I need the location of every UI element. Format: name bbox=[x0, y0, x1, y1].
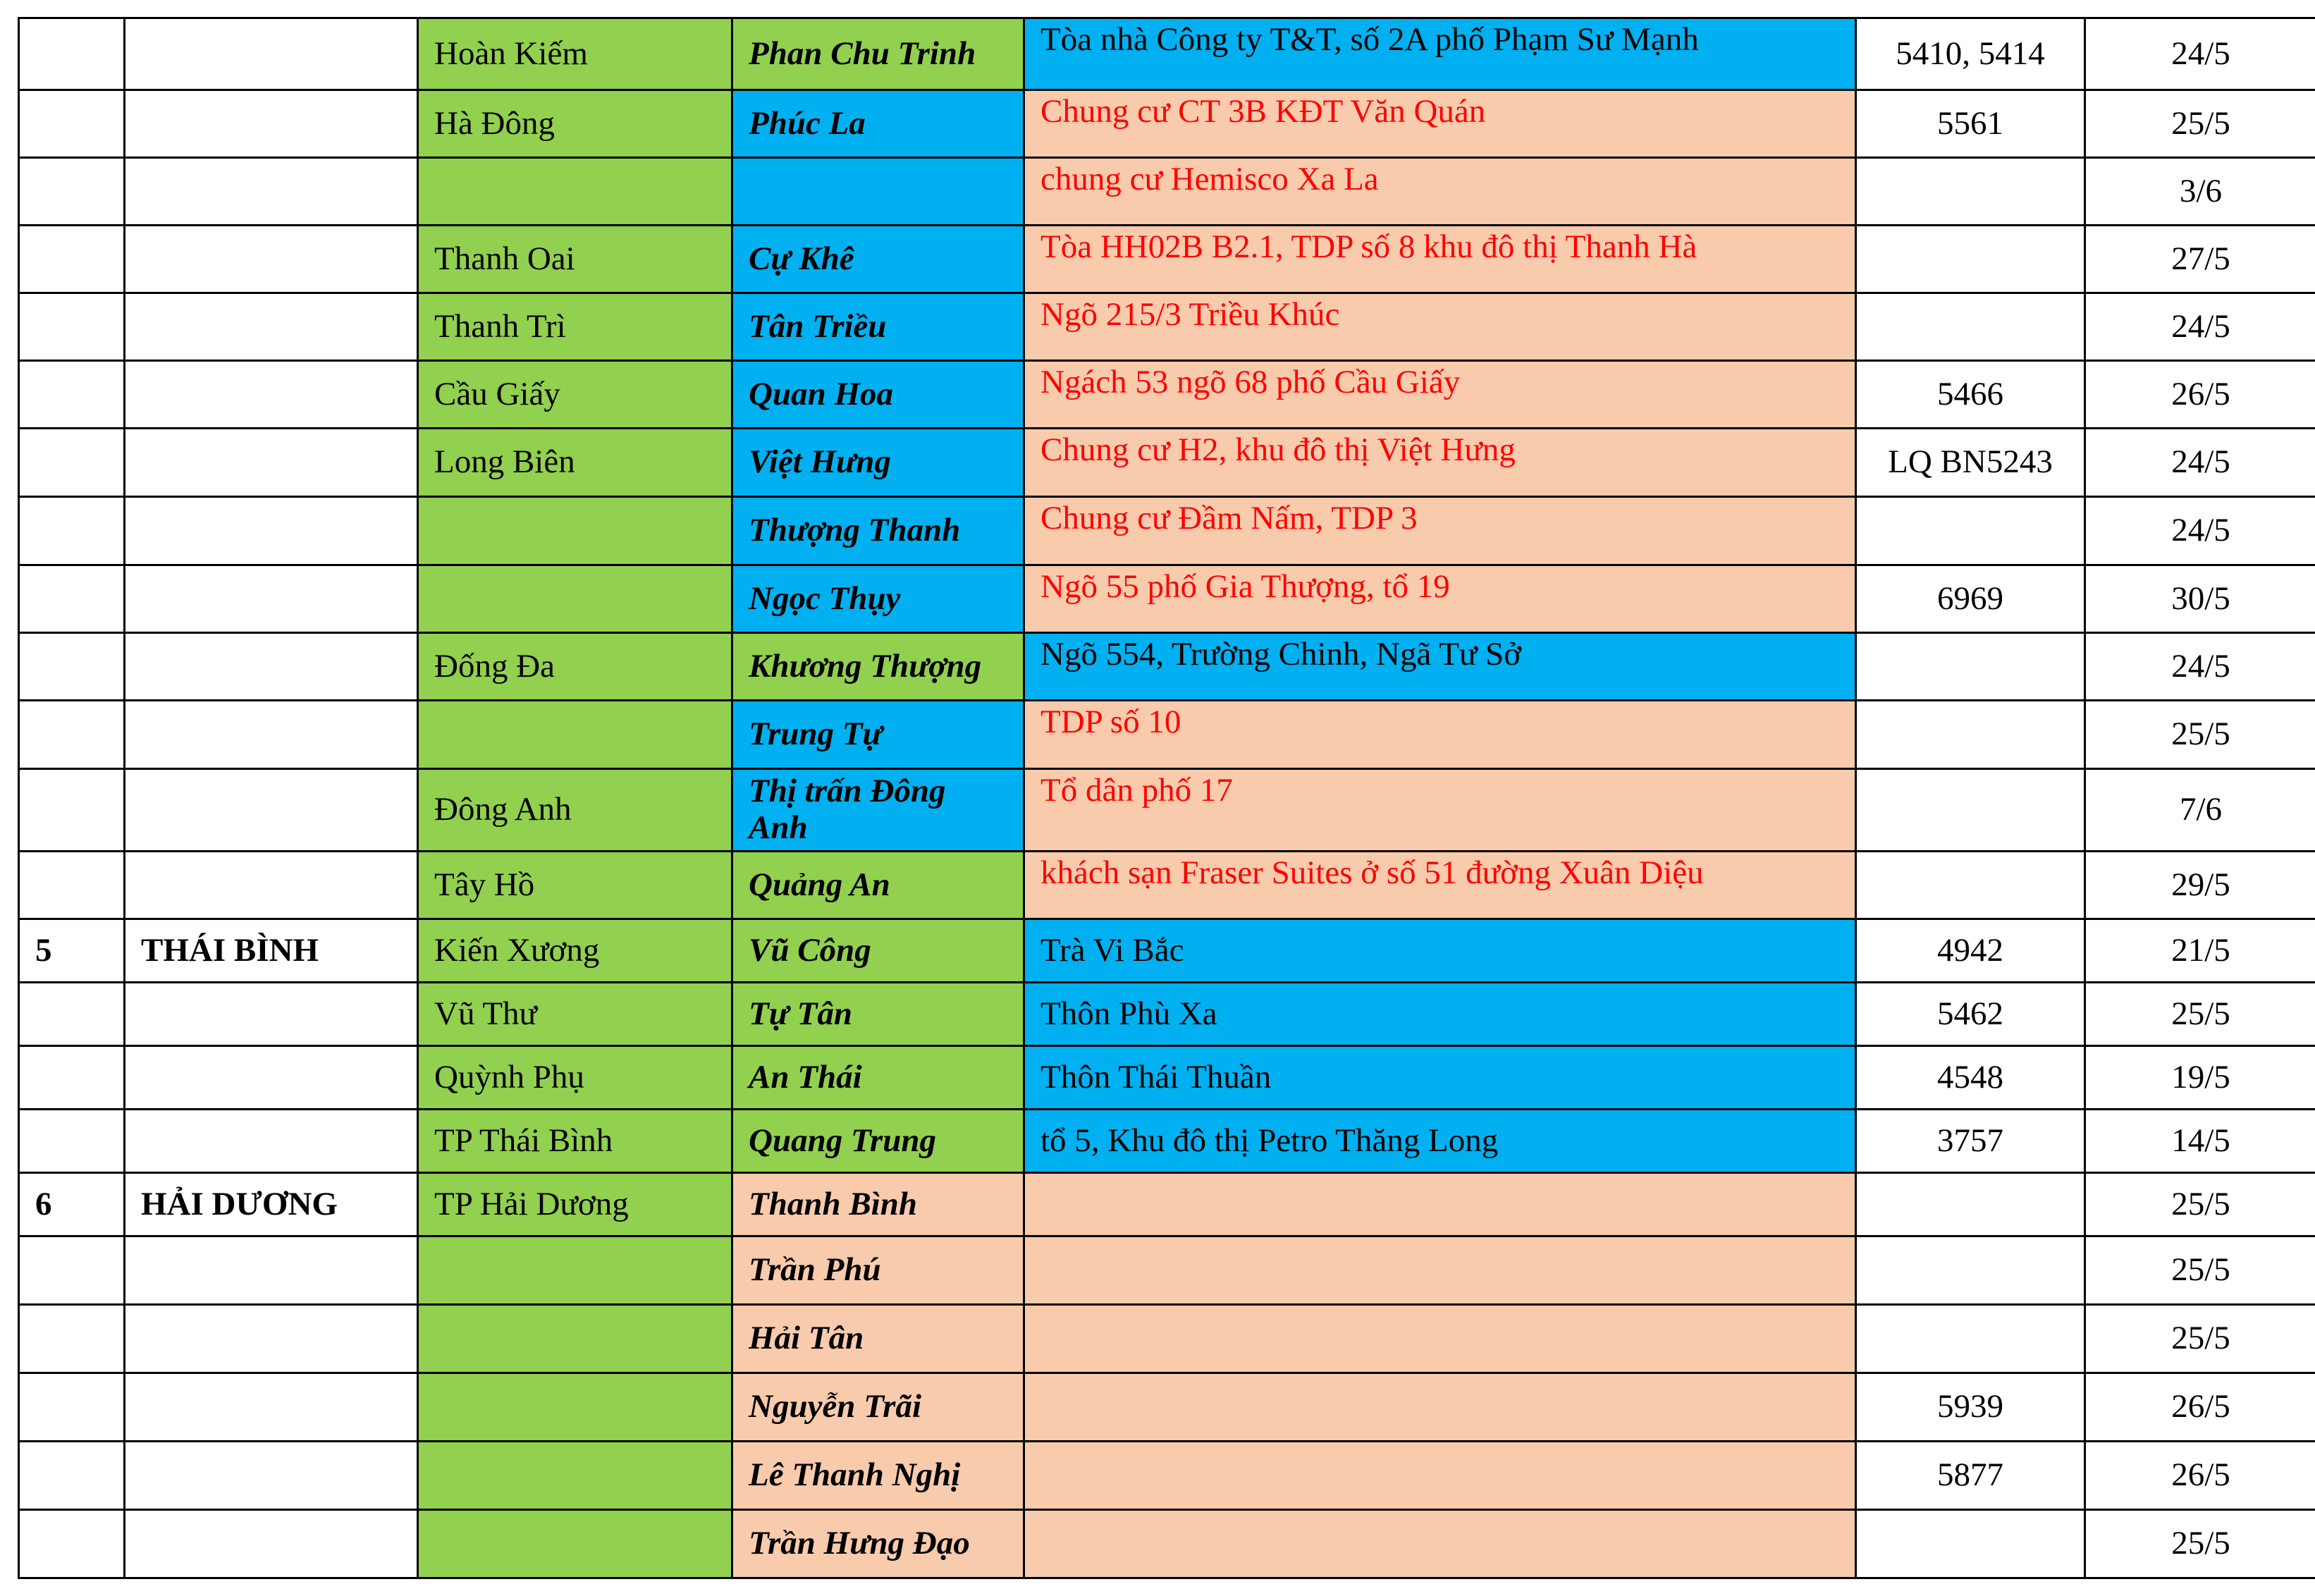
cell-district: Đống Đa bbox=[418, 633, 732, 701]
table-row bbox=[19, 1510, 2315, 1578]
cell-district: Thanh Trì bbox=[418, 293, 732, 361]
cell-patient-code: 5939 bbox=[1856, 1373, 2085, 1442]
cell-stt bbox=[19, 90, 125, 158]
table-row bbox=[19, 769, 2315, 852]
cell-address: Ngõ 215/3 Triều Khúc bbox=[1024, 293, 1856, 361]
cell-patient-code bbox=[1856, 633, 2085, 701]
cell-stt bbox=[19, 226, 125, 293]
cell-patient-code: LQ BN5243 bbox=[1856, 429, 2085, 497]
cell-patient-code bbox=[1856, 1305, 2085, 1373]
cell-patient-code: 5410, 5414 bbox=[1856, 18, 2085, 90]
table-row bbox=[19, 565, 2315, 633]
cell-province bbox=[125, 226, 418, 293]
cell-stt bbox=[19, 1236, 125, 1305]
cell-stt: 6 bbox=[19, 1173, 125, 1236]
cell-patient-code bbox=[1856, 701, 2085, 769]
cell-address bbox=[1024, 1442, 1856, 1510]
cell-patient-code: 5877 bbox=[1856, 1442, 2085, 1510]
cell-date: 7/6 bbox=[2085, 769, 2315, 852]
cell-district: Đông Anh bbox=[418, 769, 732, 852]
table-row bbox=[19, 701, 2315, 769]
cell-ward: Tự Tân bbox=[732, 983, 1024, 1046]
cell-patient-code bbox=[1856, 226, 2085, 293]
cell-stt bbox=[19, 1510, 125, 1578]
cell-address: Tòa HH02B B2.1, TDP số 8 khu đô thị Thanh Hà bbox=[1024, 226, 1856, 293]
cell-address: Tòa nhà Công ty T&T, số 2A phố Phạm Sư Mạnh bbox=[1024, 18, 1856, 90]
cell-stt bbox=[19, 429, 125, 497]
cell-date: 26/5 bbox=[2085, 1373, 2315, 1442]
table-row bbox=[19, 919, 2315, 983]
cell-stt bbox=[19, 1305, 125, 1373]
cell-province bbox=[125, 158, 418, 226]
cell-patient-code: 3757 bbox=[1856, 1110, 2085, 1173]
cell-stt bbox=[19, 293, 125, 361]
cell-province bbox=[125, 361, 418, 429]
document-page bbox=[18, 17, 2315, 1579]
cell-stt bbox=[19, 1373, 125, 1442]
cell-patient-code bbox=[1856, 293, 2085, 361]
cell-date: 29/5 bbox=[2085, 852, 2315, 919]
cell-address: Chung cư H2, khu đô thị Việt Hưng bbox=[1024, 429, 1856, 497]
cell-stt: 5 bbox=[19, 919, 125, 983]
cell-district: Tây Hồ bbox=[418, 852, 732, 919]
cell-district bbox=[418, 1442, 732, 1510]
cell-address: TDP số 10 bbox=[1024, 701, 1856, 769]
outbreak-locations-table bbox=[18, 17, 2315, 1579]
cell-date: 21/5 bbox=[2085, 919, 2315, 983]
cell-date: 24/5 bbox=[2085, 429, 2315, 497]
cell-date: 25/5 bbox=[2085, 701, 2315, 769]
cell-province bbox=[125, 701, 418, 769]
cell-patient-code: 6969 bbox=[1856, 565, 2085, 633]
cell-district bbox=[418, 1373, 732, 1442]
cell-district bbox=[418, 565, 732, 633]
cell-province bbox=[125, 497, 418, 565]
cell-stt bbox=[19, 983, 125, 1046]
cell-date: 25/5 bbox=[2085, 983, 2315, 1046]
cell-address bbox=[1024, 1510, 1856, 1578]
cell-ward: Quảng An bbox=[732, 852, 1024, 919]
cell-stt bbox=[19, 633, 125, 701]
cell-stt bbox=[19, 701, 125, 769]
cell-ward: Quang Trung bbox=[732, 1110, 1024, 1173]
cell-ward: Thanh Bình bbox=[732, 1173, 1024, 1236]
table-row bbox=[19, 1373, 2315, 1442]
cell-address bbox=[1024, 1236, 1856, 1305]
cell-stt bbox=[19, 361, 125, 429]
cell-ward: Việt Hưng bbox=[732, 429, 1024, 497]
cell-date: 14/5 bbox=[2085, 1110, 2315, 1173]
cell-address: chung cư Hemisco Xa La bbox=[1024, 158, 1856, 226]
cell-stt bbox=[19, 158, 125, 226]
cell-patient-code bbox=[1856, 158, 2085, 226]
cell-province bbox=[125, 1046, 418, 1110]
cell-stt bbox=[19, 1046, 125, 1110]
cell-district: Hoàn Kiếm bbox=[418, 18, 732, 90]
cell-date: 26/5 bbox=[2085, 1442, 2315, 1510]
cell-district: Cầu Giấy bbox=[418, 361, 732, 429]
cell-ward: Khương Thượng bbox=[732, 633, 1024, 701]
cell-district: Kiến Xương bbox=[418, 919, 732, 983]
cell-stt bbox=[19, 18, 125, 90]
table-row bbox=[19, 90, 2315, 158]
cell-district: TP Hải Dương bbox=[418, 1173, 732, 1236]
cell-stt bbox=[19, 769, 125, 852]
cell-province bbox=[125, 852, 418, 919]
cell-address: Ngõ 554, Trường Chinh, Ngã Tư Sở bbox=[1024, 633, 1856, 701]
table-row bbox=[19, 429, 2315, 497]
cell-address: Ngõ 55 phố Gia Thượng, tổ 19 bbox=[1024, 565, 1856, 633]
table-row bbox=[19, 1305, 2315, 1373]
cell-district: TP Thái Bình bbox=[418, 1110, 732, 1173]
cell-district bbox=[418, 1236, 732, 1305]
cell-address: Chung cư Đầm Nấm, TDP 3 bbox=[1024, 497, 1856, 565]
cell-province: THÁI BÌNH bbox=[125, 919, 418, 983]
cell-date: 25/5 bbox=[2085, 1510, 2315, 1578]
cell-ward: Ngọc Thụy bbox=[732, 565, 1024, 633]
cell-ward: Thị trấn Đông Anh bbox=[732, 769, 1024, 852]
cell-ward: Quan Hoa bbox=[732, 361, 1024, 429]
cell-province bbox=[125, 293, 418, 361]
cell-ward: An Thái bbox=[732, 1046, 1024, 1110]
table-row bbox=[19, 18, 2315, 90]
cell-patient-code: 4942 bbox=[1856, 919, 2085, 983]
cell-province bbox=[125, 429, 418, 497]
table-row bbox=[19, 226, 2315, 293]
cell-address: Thôn Phù Xa bbox=[1024, 983, 1856, 1046]
cell-ward: Phan Chu Trinh bbox=[732, 18, 1024, 90]
table-body bbox=[19, 18, 2315, 1578]
cell-province bbox=[125, 769, 418, 852]
cell-date: 25/5 bbox=[2085, 1305, 2315, 1373]
cell-date: 25/5 bbox=[2085, 1236, 2315, 1305]
table-row bbox=[19, 852, 2315, 919]
cell-district: Thanh Oai bbox=[418, 226, 732, 293]
cell-district bbox=[418, 1305, 732, 1373]
cell-patient-code: 5462 bbox=[1856, 983, 2085, 1046]
cell-date: 25/5 bbox=[2085, 90, 2315, 158]
cell-address bbox=[1024, 1173, 1856, 1236]
cell-ward: Nguyễn Trãi bbox=[732, 1373, 1024, 1442]
cell-ward: Cự Khê bbox=[732, 226, 1024, 293]
cell-address: khách sạn Fraser Suites ở số 51 đường Xuân Diệu bbox=[1024, 852, 1856, 919]
table-row bbox=[19, 158, 2315, 226]
cell-patient-code: 5466 bbox=[1856, 361, 2085, 429]
cell-ward: Lê Thanh Nghị bbox=[732, 1442, 1024, 1510]
cell-address bbox=[1024, 1373, 1856, 1442]
table-row bbox=[19, 497, 2315, 565]
cell-province bbox=[125, 90, 418, 158]
cell-ward bbox=[732, 158, 1024, 226]
cell-date: 24/5 bbox=[2085, 633, 2315, 701]
table-row bbox=[19, 633, 2315, 701]
cell-province bbox=[125, 983, 418, 1046]
cell-date: 27/5 bbox=[2085, 226, 2315, 293]
cell-patient-code bbox=[1856, 1173, 2085, 1236]
table-row bbox=[19, 983, 2315, 1046]
cell-province bbox=[125, 1510, 418, 1578]
cell-patient-code bbox=[1856, 1510, 2085, 1578]
cell-address bbox=[1024, 1305, 1856, 1373]
cell-province bbox=[125, 1110, 418, 1173]
cell-ward: Thượng Thanh bbox=[732, 497, 1024, 565]
cell-patient-code bbox=[1856, 769, 2085, 852]
cell-patient-code: 5561 bbox=[1856, 90, 2085, 158]
cell-date: 19/5 bbox=[2085, 1046, 2315, 1110]
cell-address: Ngách 53 ngõ 68 phố Cầu Giấy bbox=[1024, 361, 1856, 429]
cell-patient-code bbox=[1856, 497, 2085, 565]
cell-date: 30/5 bbox=[2085, 565, 2315, 633]
cell-district: Vũ Thư bbox=[418, 983, 732, 1046]
cell-district: Long Biên bbox=[418, 429, 732, 497]
table-row bbox=[19, 293, 2315, 361]
cell-address: Trà Vi Bắc bbox=[1024, 919, 1856, 983]
cell-ward: Phúc La bbox=[732, 90, 1024, 158]
cell-district bbox=[418, 1510, 732, 1578]
cell-patient-code bbox=[1856, 1236, 2085, 1305]
table-row bbox=[19, 1046, 2315, 1110]
cell-patient-code bbox=[1856, 852, 2085, 919]
cell-date: 24/5 bbox=[2085, 497, 2315, 565]
cell-address: Chung cư CT 3B KĐT Văn Quán bbox=[1024, 90, 1856, 158]
cell-stt bbox=[19, 1110, 125, 1173]
cell-stt bbox=[19, 852, 125, 919]
cell-date: 24/5 bbox=[2085, 18, 2315, 90]
table-row bbox=[19, 361, 2315, 429]
cell-province bbox=[125, 565, 418, 633]
cell-ward: Trung Tự bbox=[732, 701, 1024, 769]
cell-ward: Trần Hưng Đạo bbox=[732, 1510, 1024, 1578]
cell-stt bbox=[19, 565, 125, 633]
cell-date: 26/5 bbox=[2085, 361, 2315, 429]
cell-ward: Hải Tân bbox=[732, 1305, 1024, 1373]
cell-date: 25/5 bbox=[2085, 1173, 2315, 1236]
table-row bbox=[19, 1110, 2315, 1173]
cell-district bbox=[418, 701, 732, 769]
cell-ward: Tân Triều bbox=[732, 293, 1024, 361]
cell-ward: Trần Phú bbox=[732, 1236, 1024, 1305]
table-row bbox=[19, 1236, 2315, 1305]
cell-province bbox=[125, 1442, 418, 1510]
cell-address: Thôn Thái Thuần bbox=[1024, 1046, 1856, 1110]
cell-district: Quỳnh Phụ bbox=[418, 1046, 732, 1110]
cell-province bbox=[125, 1236, 418, 1305]
cell-province bbox=[125, 18, 418, 90]
cell-province bbox=[125, 633, 418, 701]
table-row bbox=[19, 1173, 2315, 1236]
cell-date: 3/6 bbox=[2085, 158, 2315, 226]
cell-address: tổ 5, Khu đô thị Petro Thăng Long bbox=[1024, 1110, 1856, 1173]
cell-ward: Vũ Công bbox=[732, 919, 1024, 983]
cell-province: HẢI DƯƠNG bbox=[125, 1173, 418, 1236]
table-row bbox=[19, 1442, 2315, 1510]
cell-province bbox=[125, 1305, 418, 1373]
cell-province bbox=[125, 1373, 418, 1442]
cell-stt bbox=[19, 497, 125, 565]
cell-district: Hà Đông bbox=[418, 90, 732, 158]
cell-date: 24/5 bbox=[2085, 293, 2315, 361]
cell-patient-code: 4548 bbox=[1856, 1046, 2085, 1110]
cell-stt bbox=[19, 1442, 125, 1510]
cell-district bbox=[418, 497, 732, 565]
cell-address: Tổ dân phố 17 bbox=[1024, 769, 1856, 852]
cell-district bbox=[418, 158, 732, 226]
